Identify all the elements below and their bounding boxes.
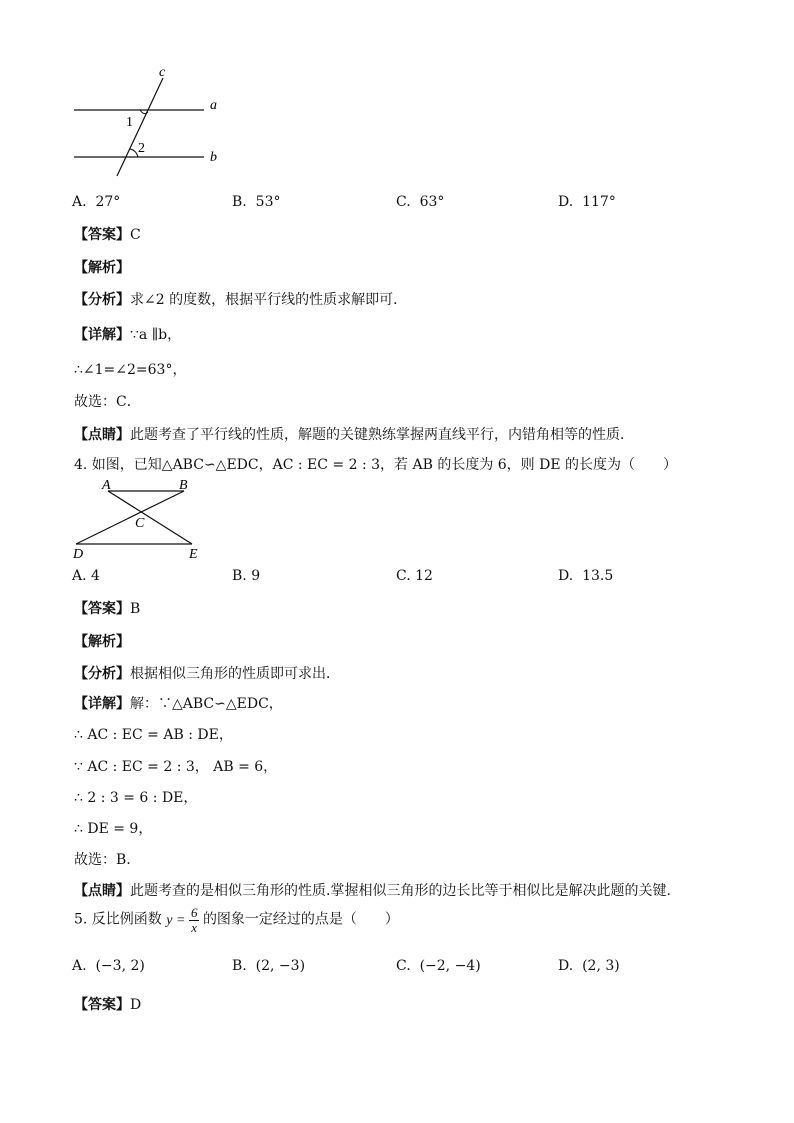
q5-option-d: D. (2, 3) — [558, 958, 620, 974]
q5-option-c: C. (−2, −4) — [396, 958, 481, 974]
q3-option-d: D. 117° — [558, 194, 616, 210]
q4-step-2: ∴ AC : EC = AB : DE， — [74, 727, 233, 743]
label-E: E — [189, 547, 198, 562]
q3-option-b: B. 53° — [232, 194, 281, 210]
q5-option-a: A. (−3, 2) — [72, 958, 145, 974]
q4-answer: 【答案】B — [74, 601, 141, 617]
angle-2-arc — [130, 149, 138, 157]
q4-option-d: D. 13.5 — [558, 568, 614, 584]
parallel-lines-figure — [60, 62, 240, 182]
q3-option-c: C. 63° — [396, 194, 445, 210]
q5-function: y = $\frac{6}{x}$ — [166, 905, 198, 935]
q3-option-a: A. 27° — [72, 194, 121, 210]
q4-step-4: ∴ 2 : 3 = 6 : DE， — [74, 790, 198, 806]
q4-option-b: B. 9 — [232, 568, 261, 584]
q5-option-b: B. (2, −3) — [232, 958, 306, 974]
label-2: 2 — [138, 141, 145, 156]
q5-answer: 【答案】D — [74, 997, 142, 1013]
line-c — [117, 78, 163, 176]
q4-fenxi: 【分析】根据相似三角形的性质即可求出． — [74, 666, 340, 682]
q3-xiangjie: 【详解】∵a ∥b， — [74, 327, 182, 343]
label-c: c — [159, 65, 166, 80]
q4-dianjing: 【点睛】此题考查的是相似三角形的性质.掌握相似三角形的边长比等于相似比是解决此题的关键. — [74, 883, 671, 899]
q5-stem: 5. 反比例函数 y = $\frac{6}{x}$ 的图象一定经过的点是（ ） — [74, 905, 399, 935]
q4-analysis-tag: 【解析】 — [74, 634, 130, 650]
q3-dianjing: 【点睛】此题考查了平行线的性质，解题的关键熟练掌握两直线平行，内错角相等的性质． — [74, 427, 634, 443]
q4-xiangjie: 【详解】解：∵△ABC∽△EDC， — [74, 696, 283, 712]
label-A: A — [102, 478, 111, 493]
label-B: B — [179, 478, 188, 493]
q4-stem: 4. 如图，已知△ABC∽△EDC，AC : EC = 2 : 3，若 AB 的长度为 6，则 DE 的长度为（ ） — [74, 457, 678, 473]
label-1: 1 — [126, 115, 133, 130]
q3-step-3: 故选：C． — [74, 394, 141, 410]
q3-analysis-tag: 【解析】 — [74, 260, 130, 276]
label-a: a — [210, 98, 217, 113]
q3-step-2: ∴∠1=∠2=63°， — [74, 362, 187, 378]
q3-fenxi: 【分析】求∠2 的度数，根据平行线的性质求解即可． — [74, 292, 408, 308]
q3-answer: 【答案】C — [74, 227, 141, 243]
similar-triangles-figure — [68, 476, 218, 564]
segment-bd — [76, 491, 184, 544]
q4-option-c: C. 12 — [396, 568, 433, 584]
label-b: b — [210, 150, 217, 165]
q4-step-6: 故选：B. — [74, 852, 131, 868]
segment-ae — [108, 491, 192, 544]
label-D: D — [73, 547, 84, 562]
label-C: C — [135, 516, 145, 531]
q4-step-3: ∵ AC : EC = 2 : 3， AB = 6， — [74, 759, 278, 775]
q4-option-a: A. 4 — [72, 568, 100, 584]
q4-step-5: ∴ DE = 9， — [74, 821, 153, 837]
